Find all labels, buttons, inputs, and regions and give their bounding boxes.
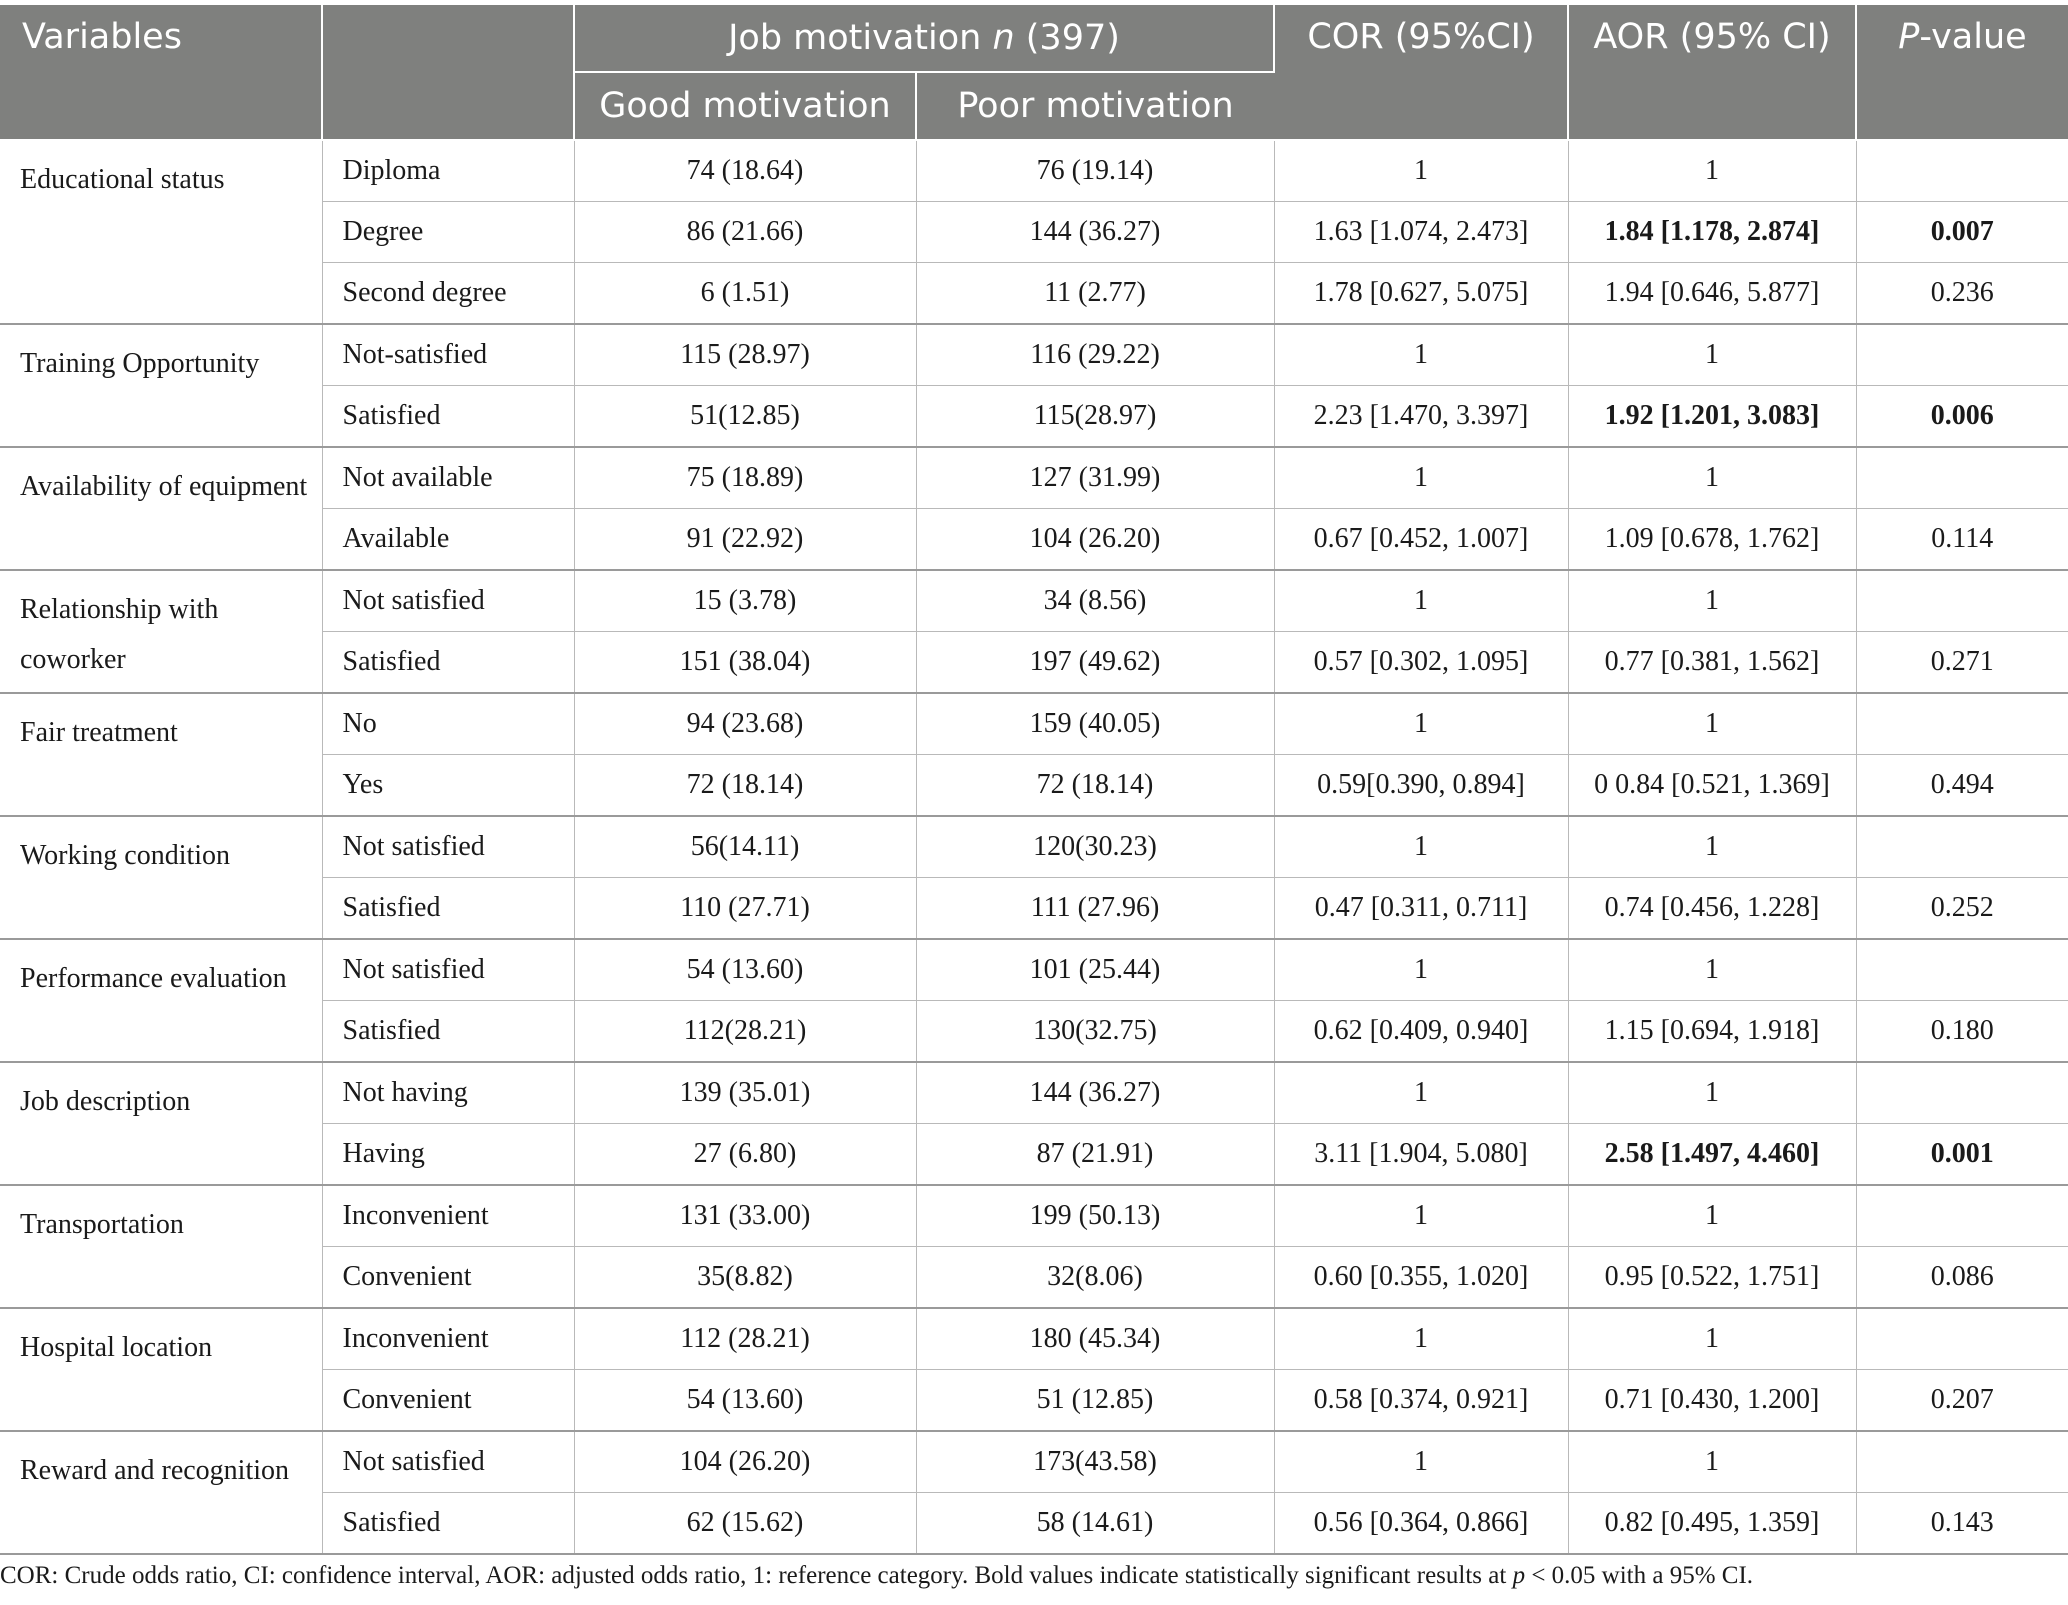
good-motivation-cell: 112(28.21): [574, 1001, 916, 1063]
variable-name: Transportation: [0, 1185, 322, 1308]
aor-cell: 1.94 [0.646, 5.877]: [1568, 263, 1856, 325]
category-cell: Satisfied: [322, 878, 574, 940]
cor-cell: 1: [1274, 324, 1568, 386]
table-row: [0, 816, 2068, 878]
good-motivation-cell: 35(8.82): [574, 1247, 916, 1309]
good-motivation-cell: 75 (18.89): [574, 447, 916, 509]
cor-cell: 1: [1274, 693, 1568, 755]
cor-cell: 1: [1274, 1308, 1568, 1370]
poor-motivation-cell: 72 (18.14): [916, 755, 1274, 817]
cor-cell: 2.23 [1.470, 3.397]: [1274, 386, 1568, 448]
table-row: [0, 140, 2068, 202]
good-motivation-cell: 94 (23.68): [574, 693, 916, 755]
p-value-cell: [1856, 140, 2068, 202]
p-value-cell: [1856, 447, 2068, 509]
aor-cell: 1: [1568, 1062, 1856, 1124]
aor-cell: 1: [1568, 939, 1856, 1001]
category-cell: Not satisfied: [322, 1431, 574, 1493]
table-row: [0, 447, 2068, 509]
p-value-cell: [1856, 939, 2068, 1001]
aor-cell: 0.95 [0.522, 1.751]: [1568, 1247, 1856, 1309]
cor-cell: 0.56 [0.364, 0.866]: [1274, 1493, 1568, 1555]
p-value-cell: [1856, 570, 2068, 632]
category-cell: Having: [322, 1124, 574, 1186]
poor-motivation-cell: 115(28.97): [916, 386, 1274, 448]
cor-cell: 3.11 [1.904, 5.080]: [1274, 1124, 1568, 1186]
poor-motivation-cell: 199 (50.13): [916, 1185, 1274, 1247]
good-motivation-cell: 115 (28.97): [574, 324, 916, 386]
poor-motivation-cell: 11 (2.77): [916, 263, 1274, 325]
aor-cell: 1: [1568, 324, 1856, 386]
aor-cell: 1: [1568, 1185, 1856, 1247]
good-motivation-cell: 74 (18.64): [574, 140, 916, 202]
table-row: [0, 1062, 2068, 1124]
good-motivation-cell: 54 (13.60): [574, 939, 916, 1001]
good-motivation-cell: 6 (1.51): [574, 263, 916, 325]
header-category: [322, 5, 574, 140]
category-cell: Not satisfied: [322, 570, 574, 632]
good-motivation-cell: 62 (15.62): [574, 1493, 916, 1555]
table-body: [0, 140, 2068, 1554]
aor-cell: 1.92 [1.201, 3.083]: [1568, 386, 1856, 448]
aor-cell: 1: [1568, 570, 1856, 632]
p-value-cell: 0.252: [1856, 878, 2068, 940]
cor-cell: 1: [1274, 1185, 1568, 1247]
good-motivation-cell: 27 (6.80): [574, 1124, 916, 1186]
aor-cell: 1: [1568, 1431, 1856, 1493]
header-good-motivation: Good motivation: [574, 72, 916, 140]
poor-motivation-cell: 197 (49.62): [916, 632, 1274, 694]
p-value-cell: 0.086: [1856, 1247, 2068, 1309]
poor-motivation-cell: 58 (14.61): [916, 1493, 1274, 1555]
header-poor-motivation: Poor motivation: [916, 72, 1274, 140]
header-aor: AOR (95% CI): [1568, 5, 1856, 140]
category-cell: Convenient: [322, 1247, 574, 1309]
category-cell: Satisfied: [322, 386, 574, 448]
category-cell: Not satisfied: [322, 939, 574, 1001]
odds-ratio-table: [0, 5, 2068, 1555]
poor-motivation-cell: 34 (8.56): [916, 570, 1274, 632]
poor-motivation-cell: 173(43.58): [916, 1431, 1274, 1493]
category-cell: Degree: [322, 202, 574, 263]
variable-name: Relationship with coworker: [0, 570, 322, 693]
good-motivation-cell: 51(12.85): [574, 386, 916, 448]
cor-cell: 1: [1274, 140, 1568, 202]
cor-cell: 1: [1274, 939, 1568, 1001]
good-motivation-cell: 151 (38.04): [574, 632, 916, 694]
good-motivation-cell: 86 (21.66): [574, 202, 916, 263]
category-cell: Available: [322, 509, 574, 571]
aor-cell: 0.74 [0.456, 1.228]: [1568, 878, 1856, 940]
variable-name: Working condition: [0, 816, 322, 939]
category-cell: Convenient: [322, 1370, 574, 1432]
aor-cell: 0.82 [0.495, 1.359]: [1568, 1493, 1856, 1555]
category-cell: Not available: [322, 447, 574, 509]
poor-motivation-cell: 101 (25.44): [916, 939, 1274, 1001]
aor-cell: 1: [1568, 816, 1856, 878]
poor-motivation-cell: 144 (36.27): [916, 202, 1274, 263]
category-cell: Satisfied: [322, 1001, 574, 1063]
good-motivation-cell: 15 (3.78): [574, 570, 916, 632]
variable-name: Reward and recognition: [0, 1431, 322, 1554]
table-row: [0, 1185, 2068, 1247]
aor-cell: 1: [1568, 1308, 1856, 1370]
cor-cell: 0.58 [0.374, 0.921]: [1274, 1370, 1568, 1432]
cor-cell: 0.47 [0.311, 0.711]: [1274, 878, 1568, 940]
good-motivation-cell: 72 (18.14): [574, 755, 916, 817]
header-variables: Variables: [0, 5, 322, 140]
good-motivation-cell: 131 (33.00): [574, 1185, 916, 1247]
table-row: [0, 693, 2068, 755]
table-footnote: COR: Crude odds ratio, CI: confidence interval, AOR: adjusted odds ratio, 1: reference category. Bold values indicate statistically significant results at p < 0.05 with a 95% CI.: [0, 1562, 1754, 1589]
category-cell: Not having: [322, 1062, 574, 1124]
aor-cell: 1.15 [0.694, 1.918]: [1568, 1001, 1856, 1063]
p-value-cell: [1856, 816, 2068, 878]
table-row: [0, 570, 2068, 632]
category-cell: Inconvenient: [322, 1185, 574, 1247]
variable-name: Performance evaluation: [0, 939, 322, 1062]
aor-cell: 0.71 [0.430, 1.200]: [1568, 1370, 1856, 1432]
variable-name: Job description: [0, 1062, 322, 1185]
category-cell: Not satisfied: [322, 816, 574, 878]
p-value-cell: 0.271: [1856, 632, 2068, 694]
header-cor: COR (95%CI): [1274, 5, 1568, 140]
p-value-cell: 0.001: [1856, 1124, 2068, 1186]
p-value-cell: [1856, 324, 2068, 386]
p-value-cell: 0.236: [1856, 263, 2068, 325]
p-value-cell: [1856, 1308, 2068, 1370]
aor-cell: 0.77 [0.381, 1.562]: [1568, 632, 1856, 694]
cor-cell: 0.62 [0.409, 0.940]: [1274, 1001, 1568, 1063]
poor-motivation-cell: 144 (36.27): [916, 1062, 1274, 1124]
cor-cell: 1: [1274, 1062, 1568, 1124]
table-row: [0, 1431, 2068, 1493]
category-cell: Diploma: [322, 140, 574, 202]
cor-cell: 1: [1274, 816, 1568, 878]
variable-name: Training Opportunity: [0, 324, 322, 447]
p-value-cell: 0.180: [1856, 1001, 2068, 1063]
poor-motivation-cell: 180 (45.34): [916, 1308, 1274, 1370]
category-cell: Second degree: [322, 263, 574, 325]
poor-motivation-cell: 104 (26.20): [916, 509, 1274, 571]
aor-cell: 2.58 [1.497, 4.460]: [1568, 1124, 1856, 1186]
header-p-value: P-value: [1856, 5, 2068, 140]
poor-motivation-cell: 32(8.06): [916, 1247, 1274, 1309]
cor-cell: 1: [1274, 1431, 1568, 1493]
p-value-cell: 0.114: [1856, 509, 2068, 571]
p-value-cell: 0.207: [1856, 1370, 2068, 1432]
poor-motivation-cell: 130(32.75): [916, 1001, 1274, 1063]
p-value-cell: 0.494: [1856, 755, 2068, 817]
aor-cell: 1: [1568, 140, 1856, 202]
poor-motivation-cell: 116 (29.22): [916, 324, 1274, 386]
good-motivation-cell: 112 (28.21): [574, 1308, 916, 1370]
table-header: [0, 5, 2068, 140]
p-value-cell: [1856, 1185, 2068, 1247]
category-cell: Satisfied: [322, 632, 574, 694]
good-motivation-cell: 56(14.11): [574, 816, 916, 878]
poor-motivation-cell: 120(30.23): [916, 816, 1274, 878]
aor-cell: 1: [1568, 693, 1856, 755]
p-value-cell: [1856, 1062, 2068, 1124]
category-cell: Satisfied: [322, 1493, 574, 1555]
variable-name: Availability of equipment: [0, 447, 322, 570]
table-row: [0, 324, 2068, 386]
cor-cell: 1.63 [1.074, 2.473]: [1274, 202, 1568, 263]
category-cell: Inconvenient: [322, 1308, 574, 1370]
cor-cell: 0.67 [0.452, 1.007]: [1274, 509, 1568, 571]
good-motivation-cell: 139 (35.01): [574, 1062, 916, 1124]
table-row: [0, 939, 2068, 1001]
category-cell: No: [322, 693, 574, 755]
poor-motivation-cell: 76 (19.14): [916, 140, 1274, 202]
aor-cell: 1.84 [1.178, 2.874]: [1568, 202, 1856, 263]
poor-motivation-cell: 87 (21.91): [916, 1124, 1274, 1186]
cor-cell: 1.78 [0.627, 5.075]: [1274, 263, 1568, 325]
cor-cell: 0.57 [0.302, 1.095]: [1274, 632, 1568, 694]
poor-motivation-cell: 51 (12.85): [916, 1370, 1274, 1432]
p-value-cell: 0.006: [1856, 386, 2068, 448]
p-value-cell: [1856, 1431, 2068, 1493]
category-cell: Yes: [322, 755, 574, 817]
cor-cell: 1: [1274, 447, 1568, 509]
good-motivation-cell: 91 (22.92): [574, 509, 916, 571]
header-job-motivation: Job motivation n (397): [574, 5, 1274, 72]
p-value-cell: 0.143: [1856, 1493, 2068, 1555]
variable-name: Fair treatment: [0, 693, 322, 816]
poor-motivation-cell: 111 (27.96): [916, 878, 1274, 940]
variable-name: Hospital location: [0, 1308, 322, 1431]
good-motivation-cell: 110 (27.71): [574, 878, 916, 940]
p-value-cell: 0.007: [1856, 202, 2068, 263]
poor-motivation-cell: 127 (31.99): [916, 447, 1274, 509]
variable-name: Educational status: [0, 140, 322, 324]
aor-cell: 1: [1568, 447, 1856, 509]
table-row: [0, 1308, 2068, 1370]
poor-motivation-cell: 159 (40.05): [916, 693, 1274, 755]
cor-cell: 1: [1274, 570, 1568, 632]
category-cell: Not-satisfied: [322, 324, 574, 386]
good-motivation-cell: 54 (13.60): [574, 1370, 916, 1432]
good-motivation-cell: 104 (26.20): [574, 1431, 916, 1493]
aor-cell: 1.09 [0.678, 1.762]: [1568, 509, 1856, 571]
p-value-cell: [1856, 693, 2068, 755]
cor-cell: 0.59[0.390, 0.894]: [1274, 755, 1568, 817]
cor-cell: 0.60 [0.355, 1.020]: [1274, 1247, 1568, 1309]
aor-cell: 0 0.84 [0.521, 1.369]: [1568, 755, 1856, 817]
